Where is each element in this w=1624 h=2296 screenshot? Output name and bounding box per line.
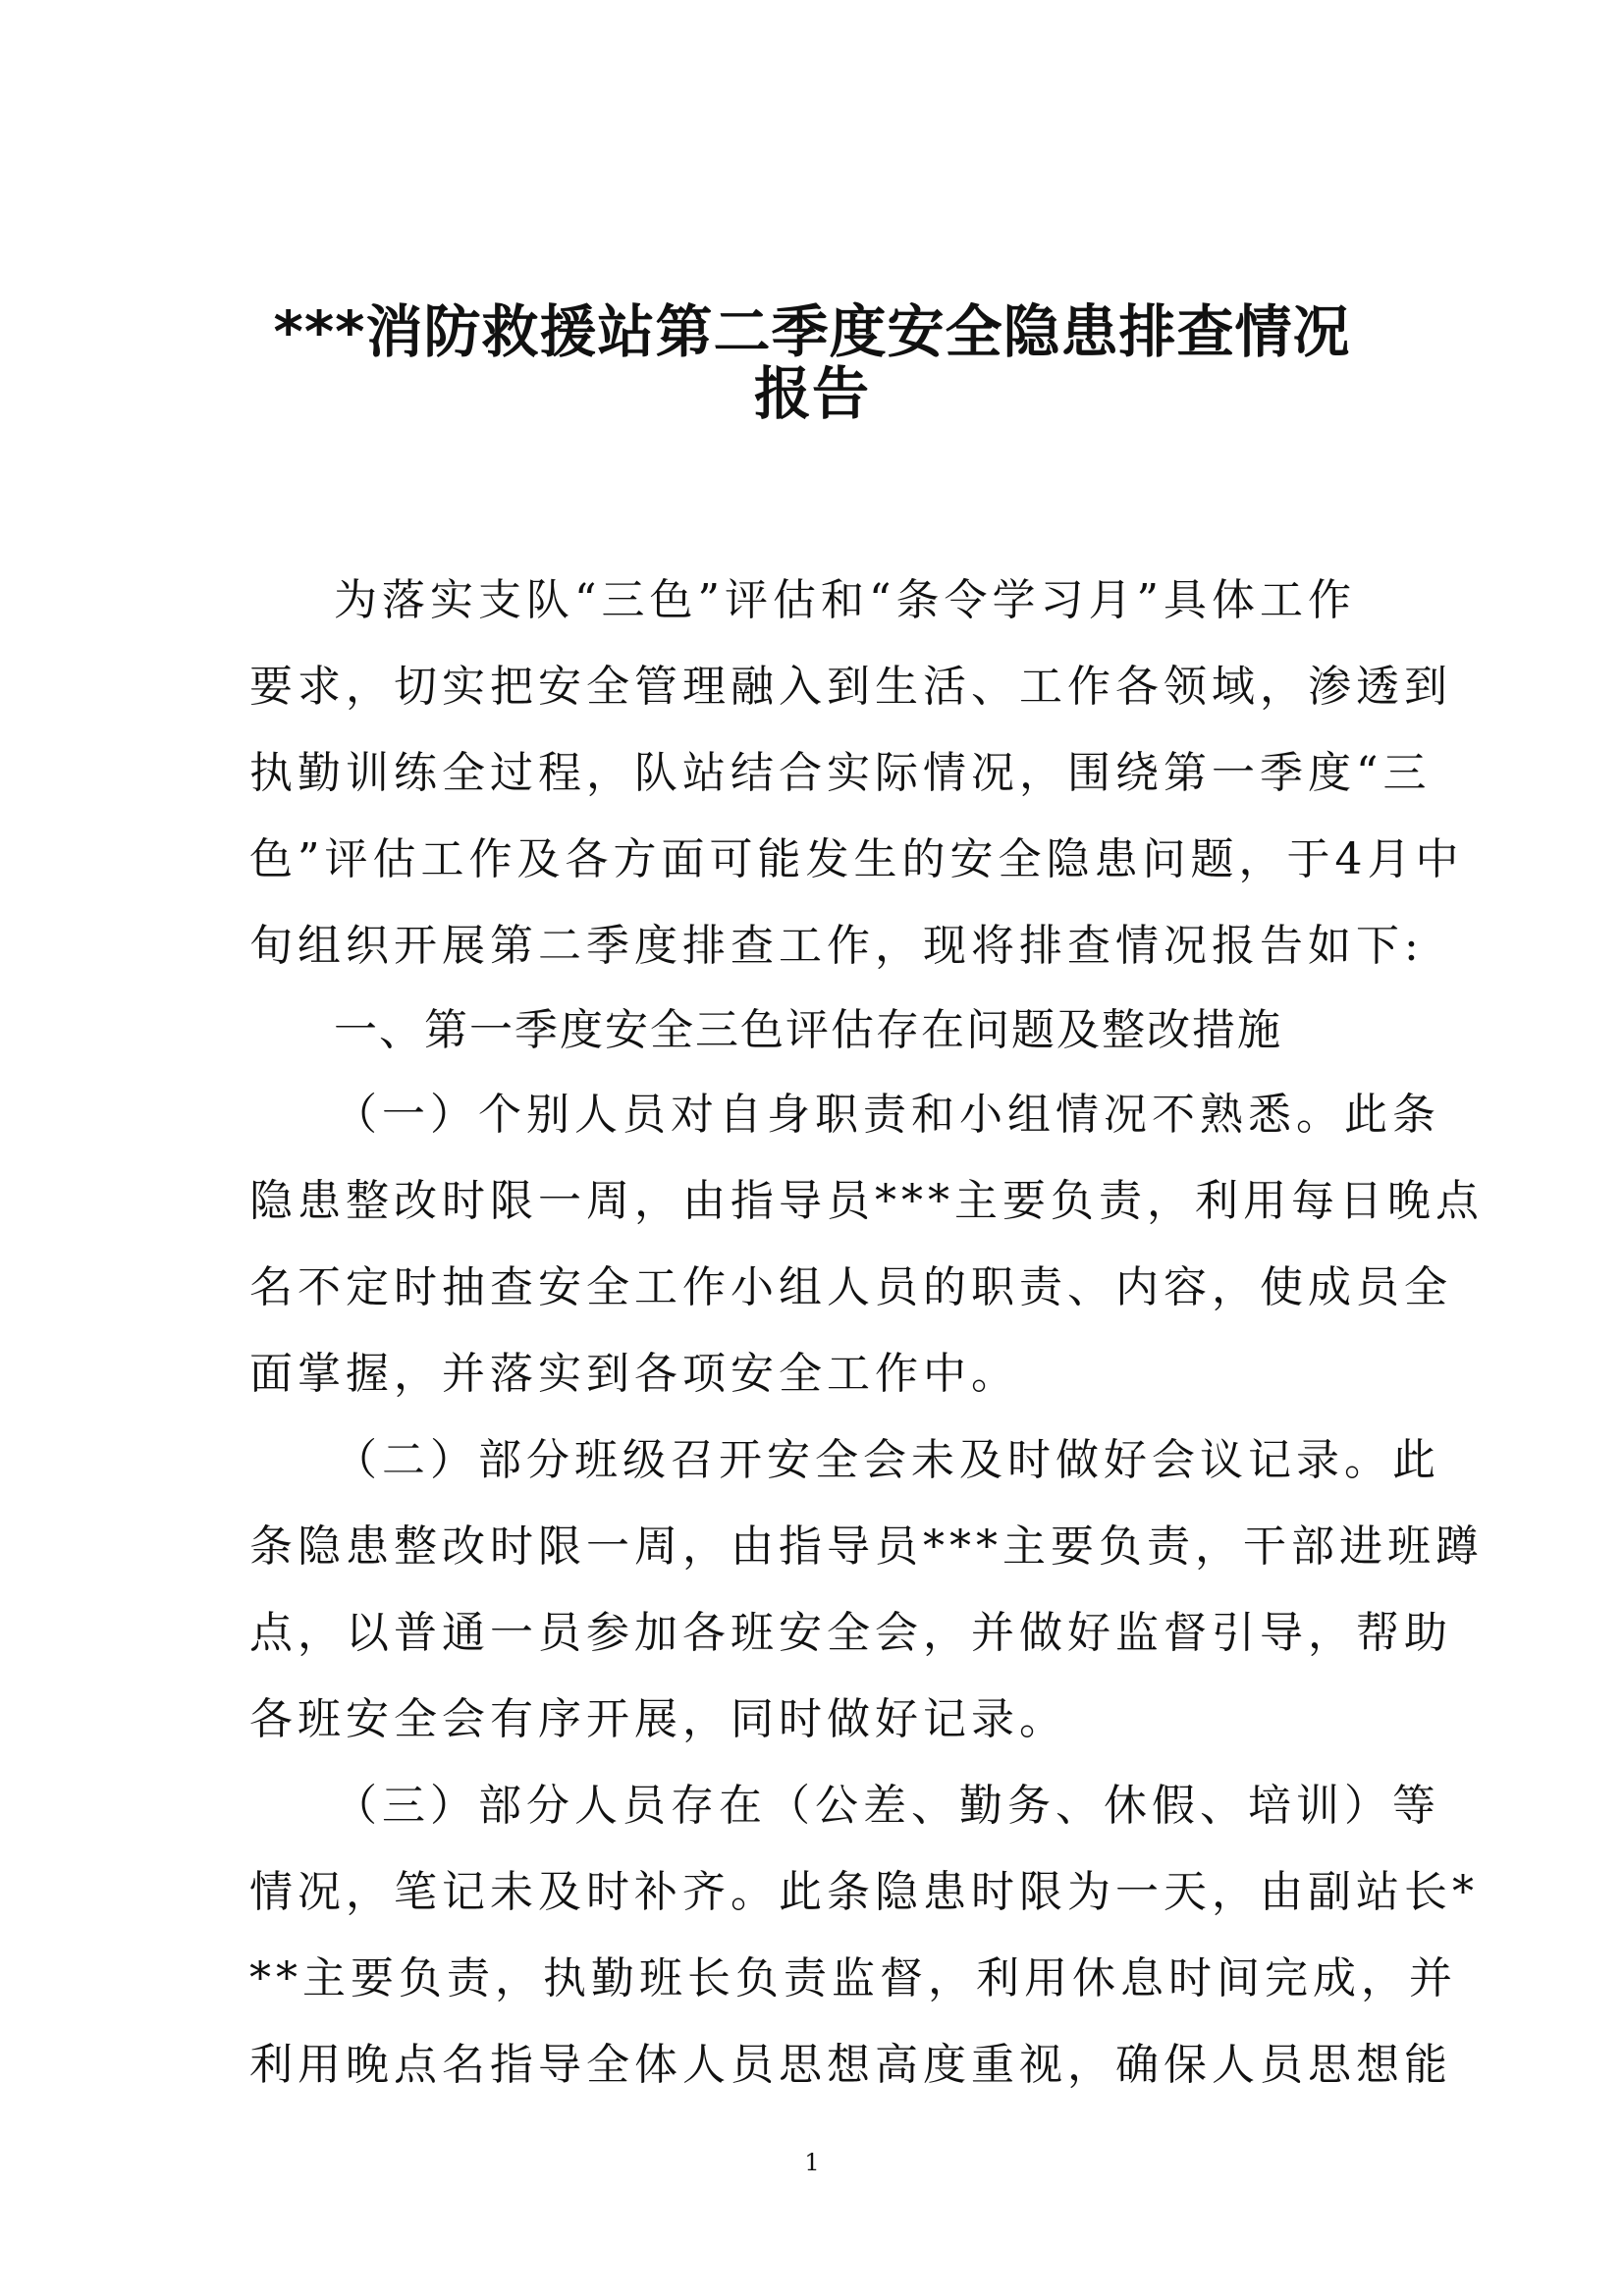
item-3-line-1: （三）部分人员存在（公差、勤务、休假、培训）等 — [334, 1781, 1440, 1831]
section-heading-1: 一、第一季度安全三色评估存在问题及整改措施 — [334, 1005, 1282, 1055]
document-title-line-2: 报告 — [753, 360, 870, 427]
item-1-line-3: 名不定时抽查安全工作小组人员的职责、内容，使成员全 — [249, 1262, 1452, 1312]
item-1-line-2: 隐患整改时限一周，由指导员***主要负责，利用每日晚点 — [249, 1176, 1484, 1226]
paragraph-intro-line-5: 旬组织开展第二季度排查工作，现将排查情况报告如下: — [249, 921, 1424, 971]
item-1-line-4: 面掌握，并落实到各项安全工作中。 — [249, 1349, 1019, 1399]
paragraph-intro-line-1: 为落实支队“三色”评估和“条令学习月”具体工作 — [334, 575, 1356, 625]
item-3-line-4: 利用晚点名指导全体人员思想高度重视，确保人员思想能 — [249, 2040, 1452, 2090]
item-2-line-2: 条隐患整改时限一周，由指导员***主要负责，干部进班蹲 — [249, 1522, 1484, 1572]
paragraph-intro-line-2: 要求，切实把安全管理融入到生活、工作各领域，渗透到 — [249, 662, 1452, 712]
item-3-line-2: 情况，笔记未及时补齐。此条隐患时限为一天，由副站长* — [249, 1867, 1479, 1917]
item-2-line-4: 各班安全会有序开展，同时做好记录。 — [249, 1694, 1067, 1744]
paragraph-intro-line-3: 执勤训练全过程，队站结合实际情况，围绕第一季度“三 — [249, 748, 1432, 798]
paragraph-intro-line-4: 色”评估工作及各方面可能发生的安全隐患问题，于4月中 — [249, 834, 1464, 884]
page-number: 1 — [804, 2149, 820, 2176]
item-2-line-1: （二）部分班级召开安全会未及时做好会议记录。此 — [334, 1435, 1440, 1485]
item-3-line-3: **主要负责，执勤班长负责监督，利用休息时间完成，并 — [249, 1953, 1457, 2003]
document-title-line-1: ***消防救援站第二季度安全隐患排查情况 — [273, 298, 1351, 365]
item-1-line-1: （一）个别人员对自身职责和小组情况不熟悉。此条 — [334, 1090, 1440, 1140]
item-2-line-3: 点，以普通一员参加各班安全会，并做好监督引导，帮助 — [249, 1608, 1452, 1658]
